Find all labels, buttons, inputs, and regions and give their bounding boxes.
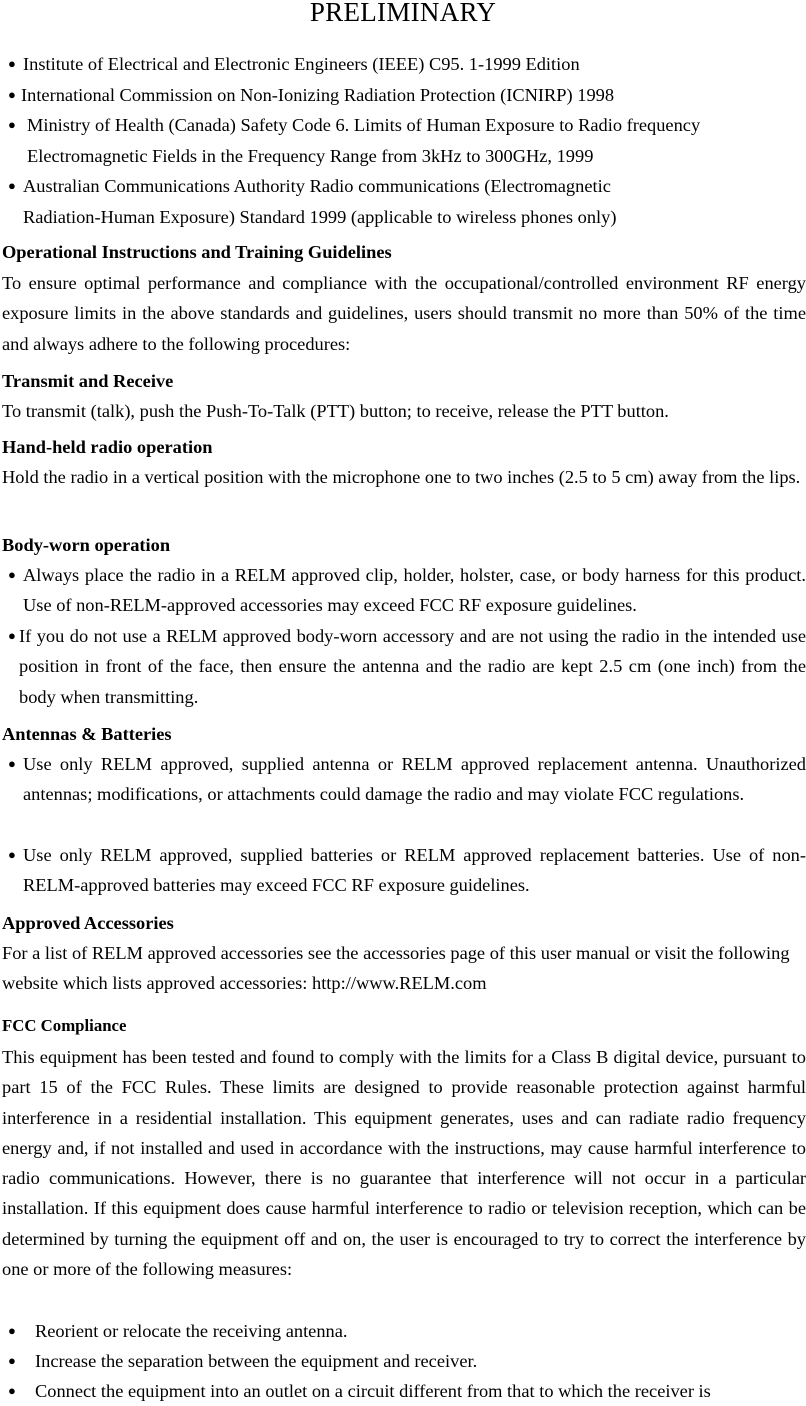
bullet-icon: ● (8, 1383, 16, 1398)
section-heading-transmit: Transmit and Receive (2, 371, 174, 391)
standard-item: International Commission on Non-Ionizing Radiation Protection (ICNIRP) 1998 (21, 85, 615, 105)
page-title: PRELIMINARY (309, 0, 497, 27)
handheld-paragraph: Hold the radio in a vertical position with the microphone one to two inches (2.5 to 5 cm) away from the lips. (2, 467, 801, 487)
bullet-icon: ● (8, 1323, 16, 1338)
section-heading-handheld: Hand-held radio operation (2, 437, 213, 457)
bullet-icon: ● (8, 178, 16, 193)
bullet-icon: ● (8, 567, 16, 582)
standard-item: Institute of Electrical and Electronic Engineers (IEEE) C95. 1-1999 Edition (23, 54, 580, 74)
fcc-measure-item: Increase the separation between the equipment and receiver. (35, 1351, 478, 1371)
bodyworn-item: If you do not use a RELM approved body-worn accessory and are not using the radio in the intended use position in front of the face, then ensure the antenna and the radio are kept 2.5 cm (one inch) from the body when transmitting. (19, 626, 806, 707)
accessories-paragraph: For a list of RELM approved accessories see the accessories page of this user manual or visit the following website which lists approved accessories: http://www.RELM.com (2, 943, 790, 994)
antennas-item: Use only RELM approved, supplied batteries or RELM approved replacement batteries. Use of non-RELM-approved batteries may exceed FCC RF exposure guidelines. (23, 845, 806, 896)
bullet-icon: ● (8, 1353, 16, 1368)
fcc-paragraph: This equipment has been tested and found to comply with the limits for a Class B digital device, pursuant to part 15 of the FCC Rules. These limits are designed to provide reasonable protection against harmful interference in a residential installation. This equipment generates, uses and can radiate radio frequency energy and, if not installed and used in accordance with the instructions, may cause harmful interference to radio communications. However, there is no guarantee that interference will not occur in a particular installation. If this equipment does cause harmful interference to radio or television reception, which can be determined by turning the equipment off and on, the user is encouraged to try to correct the interference by one or more of the following measures: (2, 1047, 806, 1280)
section-heading-operational: Operational Instructions and Training Guidelines (2, 242, 392, 262)
standard-item: Ministry of Health (Canada) Safety Code 6. Limits of Human Exposure to Radio frequency (27, 115, 701, 135)
bullet-icon: ● (8, 87, 16, 102)
fcc-measure-item: Connect the equipment into an outlet on a circuit different from that to which the receiver is (35, 1381, 711, 1401)
bullet-icon: ● (8, 847, 16, 862)
standard-item-continued: Radiation-Human Exposure) Standard 1999 (applicable to wireless phones only) (23, 207, 617, 227)
bullet-icon: ● (8, 756, 16, 771)
section-heading-bodyworn: Body-worn operation (2, 535, 171, 555)
section-heading-fcc: FCC Compliance (2, 1016, 127, 1035)
operational-paragraph: To ensure optimal performance and compliance with the occupational/controlled environment RF energy exposure limits in the above standards and guidelines, users should transmit no more than 50% of the time and always adhere to the following procedures: (2, 273, 806, 354)
section-heading-antennas: Antennas & Batteries (2, 724, 172, 744)
standard-item-continued: Electromagnetic Fields in the Frequency Range from 3kHz to 300GHz, 1999 (27, 146, 594, 166)
transmit-paragraph: To transmit (talk), push the Push-To-Talk (PTT) button; to receive, release the PTT button. (2, 401, 669, 421)
standard-item: Australian Communications Authority Radio communications (Electromagnetic (23, 176, 611, 196)
section-heading-accessories: Approved Accessories (2, 913, 174, 933)
bullet-icon: ● (8, 628, 16, 643)
bullet-icon: ● (8, 56, 16, 71)
antennas-item: Use only RELM approved, supplied antenna or RELM approved replacement antenna. Unauthorized antennas; modifications, or attachments could damage the radio and may violate FCC regulations. (23, 754, 806, 805)
fcc-measure-item: Reorient or relocate the receiving antenna. (35, 1321, 348, 1341)
bullet-icon: ● (8, 117, 16, 132)
bodyworn-item: Always place the radio in a RELM approved clip, holder, holster, case, or body harness for this product. Use of non-RELM-approved accessories may exceed FCC RF exposure guidelines. (23, 565, 806, 616)
